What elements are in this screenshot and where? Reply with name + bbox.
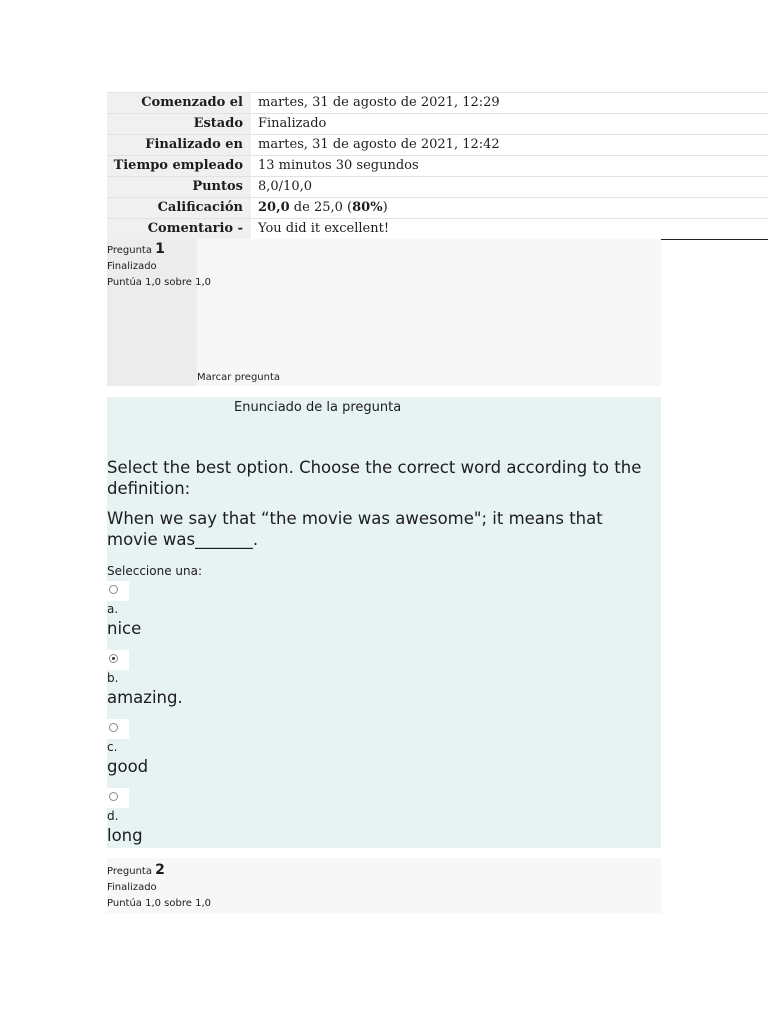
summary-value: martes, 31 de agosto de 2021, 12:42 [251,135,768,156]
question-1-info [107,239,661,386]
radio-box [107,581,129,601]
question-instruction: Select the best option. Choose the correct word according to the definition: [107,458,642,498]
summary-label: Estado [107,114,251,135]
option-letter: d. [107,809,119,823]
radio-box [107,650,129,670]
summary-row-comment [107,219,768,240]
question-prompt: When we say that “the movie was awesome"; it means that movie was_______. [107,509,603,549]
summary-value [251,198,768,219]
summary-label: Finalizado en [107,135,251,156]
summary-row-started [107,93,768,114]
radio-button-a[interactable] [109,585,118,594]
question-text-heading: Enunciado de la pregunta [234,400,402,415]
summary-row-finished [107,135,768,156]
summary-label: Calificación [107,198,251,219]
question-text-header [107,397,661,419]
question-2-score: Puntúa 1,0 sobre 1,0 [107,898,211,909]
question-prefix: Pregunta [107,245,156,256]
summary-label: Tiempo empleado [107,156,251,177]
option-text[interactable]: nice [107,619,142,638]
question-1-meta [107,241,211,291]
question-2-status: Finalizado [107,882,157,893]
question-2-info [107,858,661,913]
attempt-summary-table [107,92,768,240]
radio-button-c[interactable] [109,723,118,732]
radio-box [107,788,129,808]
summary-label: Comenzado el [107,93,251,114]
summary-value: You did it excellent! [251,219,768,240]
grade-end: ) [382,200,388,215]
option-text[interactable]: long [107,826,143,845]
grade-value: 20,0 [258,200,290,215]
option-letter: a. [107,602,119,616]
question-1-body [107,419,661,848]
radio-button-b[interactable] [109,654,118,663]
question-1-status: Finalizado [107,261,157,272]
summary-label: Puntos [107,177,251,198]
summary-value: 13 minutos 30 segundos [251,156,768,177]
summary-value: martes, 31 de agosto de 2021, 12:29 [251,93,768,114]
summary-value: Finalizado [251,114,768,135]
flag-question-link[interactable]: Marcar pregunta [197,372,281,383]
summary-row-grade [107,198,768,219]
summary-row-points [107,177,768,198]
radio-box [107,719,129,739]
grade-mid: de 25,0 ( [289,200,353,215]
question-number: 1 [155,241,165,257]
question-2-meta [107,862,211,912]
summary-row-time [107,156,768,177]
option-letter: c. [107,740,118,754]
summary-label: Comentario - [107,219,251,240]
option-text[interactable]: good [107,757,149,776]
radio-button-d[interactable] [109,792,118,801]
question-2-title [107,862,211,880]
summary-row-state [107,114,768,135]
grade-percent: 80% [352,200,383,215]
summary-value: 8,0/10,0 [251,177,768,198]
question-number: 2 [155,862,165,878]
question-1-title [107,241,211,259]
question-prefix: Pregunta [107,866,156,877]
select-one-label: Seleccione una: [107,564,202,578]
option-text[interactable]: amazing. [107,688,183,707]
question-1-score: Puntúa 1,0 sobre 1,0 [107,277,211,288]
option-letter: b. [107,671,119,685]
